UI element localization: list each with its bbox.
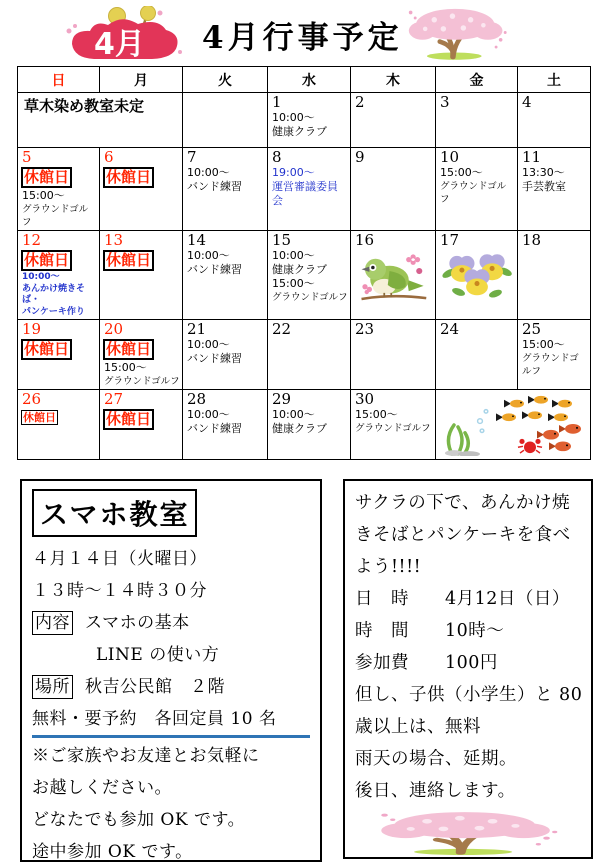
text-line (355, 615, 581, 647)
event-text: 15:00～ (272, 277, 315, 290)
pansies-icon (439, 250, 515, 302)
day-cell-9 (351, 148, 436, 231)
event-text: 10:00～ (22, 272, 60, 282)
line-text: 雨天の場合、延期。 (355, 749, 517, 769)
closed-day (102, 166, 180, 189)
event-text: 15:00～ (22, 189, 65, 202)
date-number: 30 (355, 390, 375, 408)
line-text: 時 間 10時～ (355, 621, 505, 641)
text-line (355, 743, 581, 775)
sakura-tree-icon (378, 840, 558, 859)
text-line (32, 639, 310, 671)
event-text: バンド練習 (187, 263, 242, 276)
date-number: 26 (22, 390, 42, 408)
day-cell-1 (268, 93, 351, 148)
event-text: 健康クラブ (272, 422, 327, 435)
event-text: グラウンドゴルフ (355, 423, 431, 434)
hanami-event-lines (355, 487, 581, 807)
line-text: 途中参加 OK です。 (32, 842, 193, 862)
smartphone-class-lines (32, 543, 310, 868)
label-badge: 内容 (32, 611, 73, 635)
day-cell-3 (436, 93, 518, 148)
bottom-section (20, 479, 605, 862)
day-cell-27 (100, 390, 183, 460)
calendar-week-row (18, 148, 591, 231)
goldfish-scene-icon (438, 392, 588, 456)
text-line (355, 487, 581, 519)
event-text: 10:00～ (272, 408, 315, 421)
text-line (355, 775, 581, 807)
text-line (32, 703, 310, 738)
date-number: 6 (104, 148, 114, 166)
closed-day (20, 166, 97, 189)
date-number: 13 (104, 231, 124, 249)
event-text: グラウンドゴルフ (522, 353, 579, 377)
date-number: 28 (187, 390, 207, 408)
event-text: 13:30～ (522, 166, 565, 179)
closed-day-badge: 休館日 (21, 339, 72, 360)
date-number: 10 (440, 148, 460, 166)
date-number: 7 (187, 148, 197, 166)
smartphone-class-box (20, 479, 322, 862)
date-number: 25 (522, 320, 542, 338)
event-text: 草木染め教室未定 (24, 97, 145, 115)
weekday-saturday: 土 (518, 67, 591, 93)
day-cell-20 (100, 320, 183, 390)
closed-day (20, 249, 97, 272)
line-text: 後日、連絡します。 (355, 781, 516, 801)
date-number: 2 (355, 93, 365, 111)
date-number: 11 (522, 148, 542, 166)
text-line (32, 575, 310, 607)
date-number: 23 (355, 320, 375, 338)
date-number: 20 (104, 320, 124, 338)
line-text: LINE の使い方 (96, 645, 220, 665)
date-number: 4 (522, 93, 532, 111)
calendar-week-row (18, 93, 591, 148)
event-text: 10:00～ (272, 111, 315, 124)
date-number: 16 (355, 231, 375, 249)
day-cell-17 (436, 231, 518, 320)
event-text: 19:00～ (272, 166, 315, 179)
line-text: どなたでも参加 OK です。 (32, 810, 246, 830)
line-text: 参加費 100円 (355, 653, 498, 673)
weekday-header-row (18, 67, 591, 93)
date-number: 24 (440, 320, 460, 338)
calendar-week-row (18, 231, 591, 320)
calendar-week-row (18, 390, 591, 460)
calendar-week-row (18, 320, 591, 390)
event-text: 15:00～ (104, 361, 147, 374)
closed-day-badge: 休館日 (23, 411, 56, 424)
weekday-sunday: 日 (18, 67, 100, 93)
event-text: 手芸教室 (522, 180, 566, 193)
event-text: 運営審議委員会 (272, 180, 338, 207)
line-text: よう!!!! (355, 557, 422, 577)
date-number: 3 (440, 93, 450, 111)
day-cell-6 (100, 148, 183, 231)
event-text: 15:00～ (522, 338, 565, 351)
event-text: バンド練習 (187, 180, 242, 193)
day-cell-16 (351, 231, 436, 320)
text-line (32, 607, 310, 639)
event-text: グラウンドゴルフ (104, 376, 180, 387)
line-text: 日 時 4月12日（日） (355, 589, 570, 609)
text-line (355, 647, 581, 679)
weekday-monday: 月 (100, 67, 183, 93)
event-text: グラウンドゴルフ (22, 204, 89, 228)
page-title: 4月行事予定 (202, 19, 403, 56)
closed-day-badge: 休館日 (103, 339, 154, 360)
day-cell-10 (436, 148, 518, 231)
line-text: ※ご家族やお友達とお気軽に (32, 746, 260, 766)
date-number: 5 (22, 148, 32, 166)
event-text: パンケーキ作り (22, 306, 85, 317)
weekday-wednesday: 水 (268, 67, 351, 93)
day-cell-5 (18, 148, 100, 231)
line-text: 歳以上は、無料 (355, 717, 481, 737)
date-number: 27 (104, 390, 124, 408)
april-logo-icon (62, 6, 184, 62)
closed-day-badge: 休館日 (103, 409, 154, 430)
date-number: 14 (187, 231, 207, 249)
day-cell-25 (518, 320, 591, 390)
line-text: サクラの下で、あんかけ焼 (355, 493, 570, 513)
day-cell-24 (436, 320, 518, 390)
line-text: 但し、子供（小学生）と 80 (355, 685, 583, 705)
event-text: バンド練習 (187, 352, 242, 365)
event-text: 10:00～ (187, 408, 230, 421)
sakura-tree-icon (407, 5, 507, 64)
weekday-tuesday: 火 (183, 67, 268, 93)
line-text: スマホの基本 (85, 613, 190, 633)
closed-day (102, 338, 180, 361)
event-text: 10:00～ (187, 249, 230, 262)
date-number: 18 (522, 231, 542, 249)
closed-day-badge: 休館日 (21, 250, 72, 271)
page-header (0, 0, 605, 64)
calendar-body (18, 93, 591, 460)
closed-day-badge: 休館日 (21, 167, 72, 188)
closed-day (20, 408, 97, 426)
day-cell-28 (183, 390, 268, 460)
event-text: グラウンドゴルフ (440, 181, 507, 205)
text-line (355, 519, 581, 551)
day-cell-29 (268, 390, 351, 460)
text-line (355, 679, 581, 711)
line-text: 無料・要予約 各回定員 10 名 (32, 709, 277, 729)
day-cell (436, 390, 591, 460)
weekday-friday: 金 (436, 67, 518, 93)
day-cell-30 (351, 390, 436, 460)
hanami-event-box (343, 479, 593, 859)
line-text: お越しください。 (32, 778, 172, 798)
day-cell-21 (183, 320, 268, 390)
event-text: グラウンドゴルフ (272, 292, 348, 303)
date-number: 1 (272, 93, 282, 111)
day-cell-18 (518, 231, 591, 320)
sakura-tree-icon (407, 5, 507, 60)
date-number: 15 (272, 231, 292, 249)
event-text: 15:00～ (355, 408, 398, 421)
smartphone-class-title: スマホ教室 (32, 489, 197, 537)
day-cell-4 (518, 93, 591, 148)
date-number: 29 (272, 390, 292, 408)
line-text: 秋吉公民館 ２階 (85, 677, 225, 697)
line-text: ４月１４日（火曜日） (32, 549, 207, 569)
text-line (32, 740, 310, 772)
text-line (355, 711, 581, 743)
day-cell-19 (18, 320, 100, 390)
date-number: 22 (272, 320, 292, 338)
event-text: バンド練習 (187, 422, 242, 435)
day-cell-7 (183, 148, 268, 231)
day-cell-23 (351, 320, 436, 390)
event-text: 10:00～ (272, 249, 315, 262)
closed-day-badge: 休館日 (103, 250, 154, 271)
day-cell-15 (268, 231, 351, 320)
event-text: 10:00～ (187, 166, 230, 179)
day-cell-22 (268, 320, 351, 390)
day-cell-14 (183, 231, 268, 320)
date-number: 17 (440, 231, 460, 249)
day-cell (183, 93, 268, 148)
text-line (32, 671, 310, 703)
line-text: きそばとパンケーキを食べ (355, 525, 571, 545)
text-line (355, 583, 581, 615)
date-number: 21 (187, 320, 207, 338)
text-line (355, 551, 581, 583)
day-cell-12 (18, 231, 100, 320)
event-calendar (17, 66, 591, 460)
closed-day-badge: 休館日 (103, 167, 154, 188)
white-eye-bird-icon (358, 250, 428, 306)
day-cell-26 (18, 390, 100, 460)
event-text: あんかけ焼きそば・ (22, 283, 86, 305)
day-cell-8 (268, 148, 351, 231)
day-cell-2 (351, 93, 436, 148)
text-line (32, 772, 310, 804)
event-text: 15:00～ (440, 166, 483, 179)
closed-day (102, 408, 180, 431)
closed-day (20, 338, 97, 361)
sakura-tree-image (355, 809, 581, 859)
event-text: 健康クラブ (272, 263, 327, 276)
date-number: 19 (22, 320, 42, 338)
weekday-thursday: 木 (351, 67, 436, 93)
text-line (32, 543, 310, 575)
day-cell-13 (100, 231, 183, 320)
label-badge: 場所 (32, 675, 73, 699)
day-cell-11 (518, 148, 591, 231)
date-number: 12 (22, 231, 42, 249)
date-number: 9 (355, 148, 365, 166)
logo-month-text: 4月 (94, 27, 145, 62)
text-line (32, 836, 310, 868)
event-text: 10:00～ (187, 338, 230, 351)
date-number: 8 (272, 148, 282, 166)
sakura-tree-icon (378, 809, 558, 855)
day-cell (18, 93, 183, 148)
line-text: １３時～１４時３０分 (32, 581, 207, 601)
text-line (32, 804, 310, 836)
closed-day (102, 249, 180, 272)
event-text: 健康クラブ (272, 125, 327, 138)
